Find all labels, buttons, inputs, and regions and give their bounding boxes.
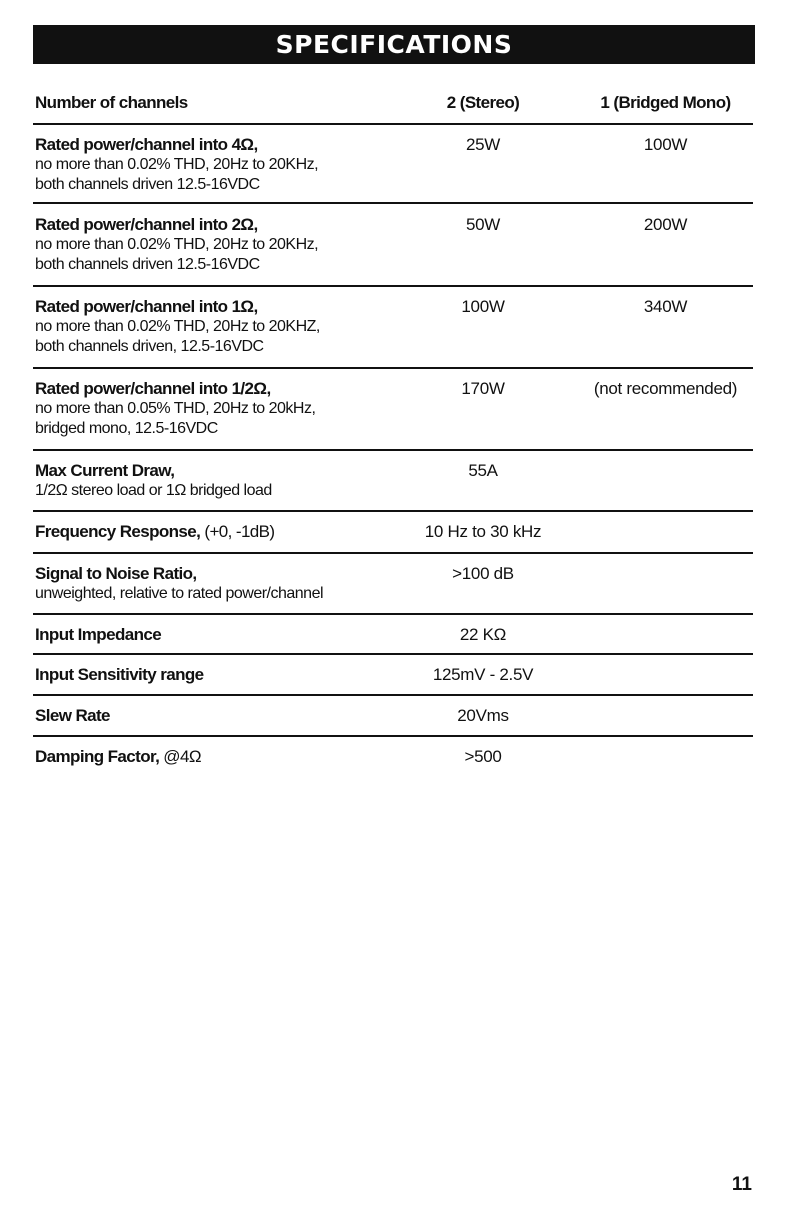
row-detail: both channels driven 12.5-16VDC [35,256,260,273]
row-label: Frequency Response, [35,522,201,541]
row-label: Slew Rate [35,706,110,725]
row-detail: both channels driven, 12.5-16VDC [35,338,264,355]
row-detail: bridged mono, 12.5-16VDC [35,420,218,437]
row-detail: no more than 0.05% THD, 20Hz to 20kHz, [35,400,316,417]
row-detail: unweighted, relative to rated power/channel [35,585,324,602]
header-label: Number of channels [35,93,188,112]
header-stereo: 2 (Stereo) [446,93,520,112]
table-header-row [33,86,753,125]
page-title: SPECIFICATIONS [275,30,513,59]
table-row [33,615,753,655]
row-detail: no more than 0.02% THD, 20Hz to 20KHZ, [35,318,320,335]
row-detail: no more than 0.02% THD, 20Hz to 20KHz, [35,236,319,253]
row-label: Max Current Draw, [35,461,175,480]
row-label: Damping Factor, [35,747,160,766]
stereo-value: 20Vms [457,706,509,725]
table-row [33,125,753,204]
table-row [33,204,753,287]
row-label: Input Impedance [35,625,162,644]
mono-value: 200W [643,215,688,234]
stereo-value: 170W [461,379,505,398]
stereo-value: 50W [465,215,501,234]
mono-value: (not recommended) [593,379,738,398]
row-label: Rated power/channel into 2Ω, [35,215,258,234]
title-banner [33,25,755,64]
table-row [33,655,753,696]
row-detail: 1/2Ω stereo load or 1Ω bridged load [35,482,272,499]
stereo-value: 22 KΩ [459,625,507,644]
stereo-value: 25W [465,135,501,154]
table-row [33,451,753,512]
row-detail: no more than 0.02% THD, 20Hz to 20KHz, [35,156,319,173]
mono-value: 340W [643,297,688,316]
table-row [33,554,753,615]
row-label: Input Sensitivity range [35,665,204,684]
header-mono: 1 (Bridged Mono) [600,93,731,112]
row-label: Rated power/channel into 4Ω, [35,135,258,154]
table-row [33,512,753,554]
stereo-value: 100W [461,297,505,316]
row-detail: both channels driven 12.5-16VDC [35,176,260,193]
page-number: 11 [731,1174,752,1195]
table-row [33,287,753,369]
row-label-suffix: (+0, -1dB) [200,522,275,541]
row-label-suffix: @4Ω [159,747,201,766]
stereo-value: 125mV - 2.5V [432,665,534,684]
stereo-value: 10 Hz to 30 kHz [424,522,542,541]
table-row [33,369,753,451]
row-label: Signal to Noise Ratio, [35,564,197,583]
stereo-value: 55A [468,461,498,480]
table-row [33,696,753,737]
row-label: Rated power/channel into 1Ω, [35,297,258,316]
table-row [33,737,753,777]
row-label: Rated power/channel into 1/2Ω, [35,379,271,398]
stereo-value: >500 [464,747,502,766]
specifications-table [33,86,753,777]
stereo-value: >100 dB [452,564,514,583]
mono-value: 100W [643,135,688,154]
